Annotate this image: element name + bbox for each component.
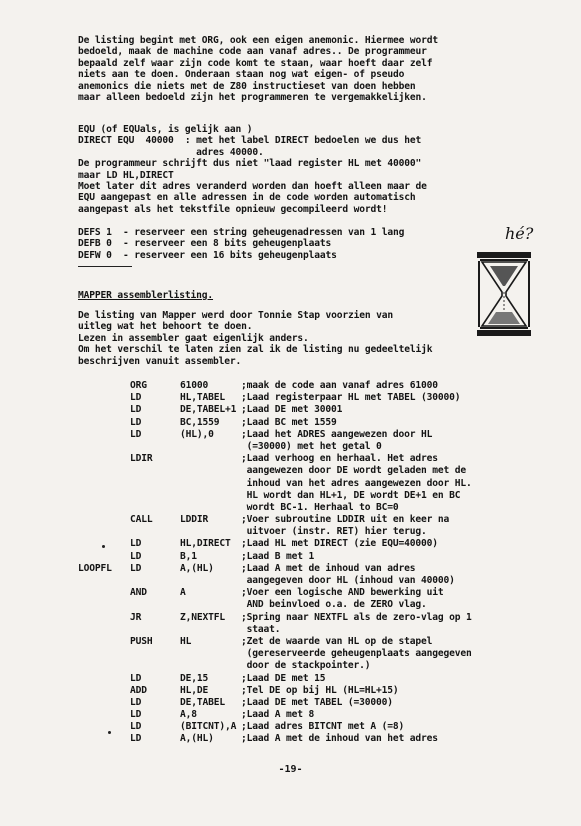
code-opcode: LD	[130, 721, 142, 733]
code-opcode: PUSH	[130, 635, 153, 647]
code-opcode: AND	[130, 587, 147, 599]
code-row	[78, 502, 578, 514]
code-comment: uitvoer (instr. RET) hier terug.	[241, 526, 427, 538]
code-operand: A,8	[180, 709, 197, 721]
code-row	[78, 709, 578, 721]
code-comment: aangegeven door HL (inhoud van 40000)	[241, 575, 455, 586]
code-operand: 61000	[180, 380, 209, 391]
code-row	[78, 551, 578, 563]
code-comment: ;Zet de waarde van HL op de stapel	[241, 635, 433, 647]
code-operand: LDDIR	[180, 514, 209, 526]
handwritten-note: hé?	[505, 224, 534, 243]
code-opcode: CALL	[130, 514, 153, 526]
code-comment: ;Laad registerpaar HL met TABEL (30000)	[241, 392, 461, 404]
code-comment: ;Spring naar NEXTFL als de zero-vlag op 1	[241, 611, 472, 623]
equ-line: DIRECT EQU 40000 : met het label DIRECT bedoelen we dus het	[78, 135, 422, 147]
mapper-intro-line: uitleg wat het behoort te doen.	[78, 321, 253, 333]
code-operand: (BITCNT),A	[180, 721, 237, 733]
equ-paragraph	[78, 124, 427, 215]
code-comment: aangewezen door DE wordt geladen met de	[241, 465, 467, 477]
code-row	[78, 404, 578, 416]
intro-line: anemonics die niets met de Z80 instructieset van doen hebben	[78, 80, 416, 92]
mapper-intro-line: De listing van Mapper werd door Tonnie Stap voorzien van	[78, 310, 394, 321]
code-label: LOOPFL	[78, 562, 112, 574]
code-opcode: LD	[130, 709, 142, 721]
defs-line: DEFB 0 - reserveer een 8 bits geheugenplaats	[78, 238, 332, 250]
code-opcode: LD	[130, 733, 142, 745]
code-operand: A,(HL)	[180, 733, 214, 745]
code-opcode: ORG	[130, 380, 147, 391]
code-operand: HL,TABEL	[180, 392, 226, 404]
code-comment: AND beinvloed o.a. de ZERO vlag.	[241, 599, 427, 611]
code-comment: ;Laad het ADRES aangewezen door HL	[241, 428, 433, 440]
equ-line: Moet later dit adres veranderd worden dan hoeft alleen maar de	[78, 181, 427, 193]
code-comment: ;Laad B met 1	[241, 550, 315, 562]
code-row	[78, 490, 578, 502]
page-number: -19-	[278, 764, 303, 775]
mapper-intro-line: beschrijven vanuit assembler.	[78, 355, 242, 367]
code-comment: staat.	[241, 623, 281, 635]
code-operand: B,1	[180, 550, 197, 562]
code-opcode: LD	[130, 404, 142, 416]
code-operand: HL,DE	[180, 684, 209, 696]
code-operand: DE,15	[180, 672, 209, 684]
code-comment: door de stackpointer.)	[241, 660, 371, 672]
code-opcode: LDIR	[130, 453, 153, 465]
code-row	[78, 636, 578, 648]
code-comment: ;Voer een logische AND bewerking uit	[241, 587, 444, 599]
code-comment: ;Tel DE op bij HL (HL=HL+15)	[241, 684, 399, 696]
code-opcode: LD	[130, 562, 142, 574]
code-comment: ;Laad DE met TABEL (=30000)	[241, 696, 393, 708]
defs-line: DEFW 0 - reserveer een 16 bits geheugenplaats	[78, 249, 337, 261]
code-opcode: LD	[130, 416, 142, 428]
code-row	[78, 721, 578, 733]
equ-line: aangepast als het tekstfile opnieuw gecompileerd wordt!	[78, 203, 388, 215]
code-comment: ;Laad DE met 30001	[241, 404, 343, 416]
code-opcode: LD	[130, 392, 142, 404]
mapper-intro-line: Om het verschil te laten zien zal ik de listing nu gedeeltelijk	[78, 344, 433, 356]
code-opcode: LD	[130, 538, 142, 550]
intro-line: maar alleen bedoeld zijn het programmeren te vergemakkelijken.	[78, 92, 427, 104]
code-row	[78, 538, 578, 550]
code-comment: inhoud van het adres aangewezen door HL.	[241, 477, 472, 489]
code-opcode: LD	[130, 550, 142, 562]
code-row	[78, 514, 578, 526]
code-row	[78, 660, 578, 672]
defs-underline-dash	[78, 266, 132, 267]
code-comment: ;Laad HL met DIRECT (zie EQU=40000)	[241, 538, 438, 550]
code-opcode: LD	[130, 428, 142, 440]
code-row	[78, 380, 578, 392]
section-heading: MAPPER assemblerlisting.	[78, 290, 214, 301]
code-row	[78, 587, 578, 599]
equ-line: De programmeur schrijft dus niet "laad register HL met 40000"	[78, 158, 422, 170]
mapper-intro-line: Lezen in assembler gaat eigenlijk anders.	[78, 332, 309, 344]
code-comment: (=30000) met het getal 0	[241, 440, 382, 452]
intro-line: bedoeld, maak de machine code aan vanaf adres.. De programmeur	[78, 46, 427, 58]
code-operand: Z,NEXTFL	[180, 611, 226, 623]
code-row	[78, 697, 578, 709]
code-comment: ;Laad A met de inhoud van adres	[241, 562, 416, 574]
code-comment: ;Laad adres BITCNT met A (=8)	[241, 721, 405, 733]
mapper-intro-paragraph	[78, 310, 432, 367]
code-opcode: ADD	[130, 684, 147, 696]
code-row	[78, 429, 578, 441]
assembler-listing	[78, 380, 578, 746]
code-comment: ;Laad A met de inhoud van het adres	[241, 733, 438, 745]
intro-line: De listing begint met ORG, ook een eigen anemonic. Hiermee wordt	[78, 35, 439, 46]
scan-dot	[108, 731, 111, 734]
code-operand: (HL),0	[180, 428, 214, 440]
code-comment: ;maak de code aan vanaf adres 61000	[241, 380, 438, 391]
code-row	[78, 441, 578, 453]
code-opcode: LD	[130, 672, 142, 684]
equ-line: adres 40000.	[78, 146, 264, 158]
code-comment: ;Voer subroutine LDDIR uit en keer na	[241, 514, 450, 526]
code-operand: DE,TABEL+1	[180, 404, 237, 416]
code-comment: ;Laad BC met 1559	[241, 416, 337, 428]
equ-line: maar LD HL,DIRECT	[78, 169, 174, 181]
code-comment: (gereserveerde geheugenplaats aangegeven	[241, 648, 472, 660]
code-row	[78, 673, 578, 685]
code-operand: A,(HL)	[180, 562, 214, 574]
code-comment: wordt BC-1. Herhaal to BC=0	[241, 501, 399, 513]
code-operand: HL	[180, 635, 192, 647]
code-row	[78, 624, 578, 636]
defs-list	[78, 227, 404, 261]
code-row	[78, 612, 578, 624]
code-row	[78, 417, 578, 429]
defs-line: DEFS 1 - reserveer een string geheugenadressen van 1 lang	[78, 227, 405, 238]
code-row	[78, 526, 578, 538]
scan-dot	[102, 545, 105, 548]
code-comment: ;Laad A met 8	[241, 709, 315, 721]
code-opcode: JR	[130, 611, 142, 623]
code-operand: A	[180, 587, 186, 599]
code-row	[78, 685, 578, 697]
code-row	[78, 733, 578, 745]
code-row	[78, 453, 578, 465]
code-row	[78, 648, 578, 660]
code-operand: HL,DIRECT	[180, 538, 231, 550]
equ-line: EQU (of EQUals, is gelijk aan )	[78, 124, 253, 135]
intro-line: bepaald zelf waar zijn code komt te staan, waar hoeft daar zelf	[78, 57, 433, 69]
equ-line: EQU aangepast en alle adressen in de code worden automatisch	[78, 192, 416, 204]
code-row	[78, 478, 578, 490]
code-comment: HL wordt dan HL+1, DE wordt DE+1 en BC	[241, 489, 461, 501]
intro-paragraph	[78, 35, 438, 103]
intro-line: niets aan te doen. Onderaan staan nog wat eigen- of pseudo	[78, 69, 405, 81]
code-operand: BC,1559	[180, 416, 220, 428]
code-comment: ;Laad DE met 15	[241, 672, 326, 684]
code-row	[78, 465, 578, 477]
code-row	[78, 392, 578, 404]
code-row	[78, 563, 578, 575]
code-row	[78, 599, 578, 611]
code-opcode: LD	[130, 696, 142, 708]
code-operand: DE,TABEL	[180, 696, 226, 708]
hourglass-icon	[476, 252, 532, 336]
code-row	[78, 575, 578, 587]
code-comment: ;Laad verhoog en herhaal. Het adres	[241, 453, 438, 465]
